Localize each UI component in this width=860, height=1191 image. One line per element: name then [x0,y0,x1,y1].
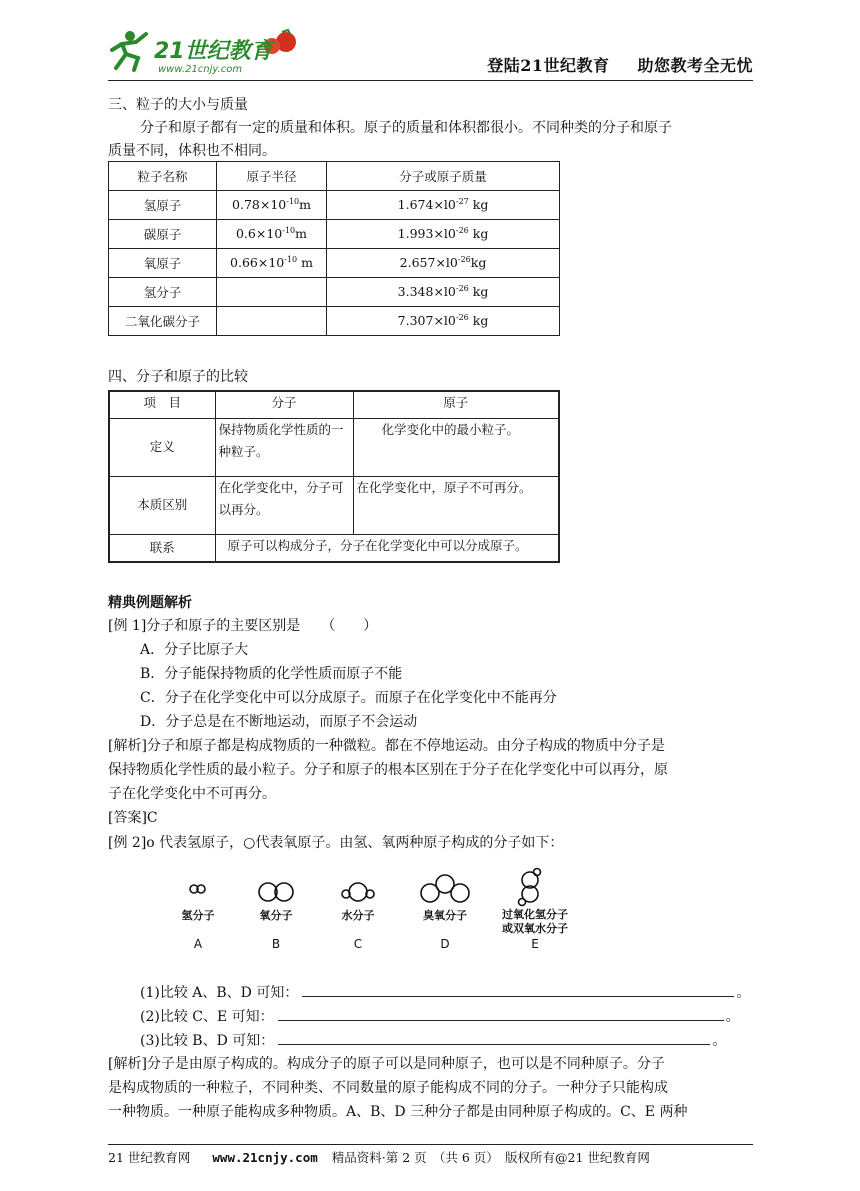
table-row [109,418,559,476]
table-row [109,278,560,307]
atom-radius: $0.78\times 10^{-10}m$ [217,191,327,220]
examples-heading: 精典例题解析 [108,595,192,611]
molecule-definition: 保持物质化学性质的一种粒子。 [215,418,353,476]
header-cell: 粒子名称 [109,162,217,191]
footer-url[interactable]: www.21cnjy.com [212,1150,318,1165]
table-row [109,307,560,336]
blank-question-1: (1)比较 A、B、D 可知： 。 [140,982,750,1003]
molecule-label: 水分子 [341,909,375,922]
page-footer [108,1144,753,1166]
section3-para-line1: 分子和原子都有一定的质量和体积。原子的质量和体积都很小。不同种类的分子和原子 [140,120,672,136]
logo-21cnjy [108,24,308,78]
particle-name: 氢分子 [109,278,217,307]
table-header-row [109,162,560,191]
header-cell: 分子或原子质量 [327,162,560,191]
atom-radius: $0.66\times 10^{-10}$ m [217,249,327,278]
atom-definition: 化学变化中的最小粒子。 [353,418,559,476]
molecule-essence: 在化学变化中，分子可以再分。 [215,476,353,534]
option-a: A．分子比原子大 [140,642,249,658]
header-cell: 原子 [353,391,559,418]
hydrogen-molecule-icon [190,885,205,893]
running-figure-icon [112,31,146,70]
answer-blank-2[interactable] [278,1006,724,1021]
molecule-letter: B [271,937,281,951]
oxygen-molecule-icon [259,883,293,901]
table-row [109,191,560,220]
example2-question: [例 2]o 代表氢原子，○代表氧原子。由氢、氧两种原子构成的分子如下： [108,835,564,851]
blank-question-3: (3)比较 B、D 可知： 。 [140,1030,726,1051]
example1-analysis-line3: 子在化学变化中不可再分。 [108,786,276,802]
header-cell: 分子 [215,391,353,418]
hydrogen-peroxide-molecule-icon [519,869,541,906]
svg-text:21世纪教育: 21世纪教育 [154,39,273,64]
section3-para-line2: 质量不同，体积也不相同。 [108,143,276,159]
ozone-molecule-icon [421,875,469,902]
table-row [109,249,560,278]
table-row [109,534,559,562]
section3-title: 三、粒子的大小与质量 [108,97,248,113]
molecule-label: 臭氧分子 [423,909,467,922]
particle-mass: $3.348\times l0^{-26}$ kg [327,278,560,307]
header-slogan: 登陆21世纪教育 助您教考全无忧 [487,56,753,75]
blank-question-2: (2)比较 C、E 可知： 。 [140,1006,740,1027]
molecule-atom-compare-table [108,390,560,563]
page-header [108,22,753,81]
example2-analysis-line3: 一种物质。一种原子能构成多种物质。A、B、D 三种分子都是由同种原子构成的。C、E 两种 [108,1104,688,1120]
molecule-letter: E [531,937,539,951]
option-b: B．分子能保持物质的化学性质而原子不能 [140,666,403,682]
table-header-row [109,391,559,418]
particle-name: 氢原子 [109,191,217,220]
header-cell: 原子半径 [217,162,327,191]
svg-text:www.21cnjy.com: www.21cnjy.com [158,64,243,75]
example2-analysis-line1: [解析]分子是由原子构成的。构成分子的原子可以是同种原子，也可以是不同种原子。分子 [108,1056,665,1072]
table-row [109,476,559,534]
atom-radius: $0.6\times 10^{-10}m$ [217,220,327,249]
molecule-letter: D [440,937,450,951]
example1-answer: [答案]C [108,810,158,826]
atom-essence: 在化学变化中，原子不可再分。 [353,476,559,534]
footer-info: 精品资料·第 2 页 （共 6 页） 版权所有@21 世纪教育网 [331,1150,650,1165]
option-c: C．分子在化学变化中可以分成原子。而原子在化学变化中不能再分 [140,690,557,706]
example1-analysis-line2: 保持物质化学性质的最小粒子。分子和原子的根本区别在于分子在化学变化中可以再分，原 [108,762,668,778]
molecule-diagrams [160,862,600,958]
example2-analysis-line2: 是构成物质的一种粒子，不同种类、不同数量的原子能构成不同的分子。一种分子只能构成 [108,1080,668,1096]
section4-title: 四、分子和原子的比较 [108,369,248,385]
example1-analysis-line1: [解析]分子和原子都是构成物质的一种微粒。都在不停地运动。由分子构成的物质中分子是 [108,738,665,754]
molecule-label: 氧分子 [259,909,293,922]
particle-mass: $2.657\times l0^{-26}kg$ [327,249,560,278]
molecule-letter: A [193,937,203,951]
particle-mass: $1.993\times l0^{-26}$ kg [327,220,560,249]
particle-mass: $7.307\times l0^{-26}$ kg [327,307,560,336]
molecule-label: 或双氧水分子 [502,922,568,935]
molecule-label: 氢分子 [181,909,215,922]
option-d: D．分子总是在不断地运动，而原子不会运动 [140,714,418,730]
particle-mass: $1.674\times l0^{-27}$ kg [327,191,560,220]
water-molecule-icon [342,883,374,901]
atom-radius [217,278,327,307]
answer-blank-1[interactable] [302,982,734,997]
table-row [109,220,560,249]
footer-site: 21 世纪教育网 [108,1150,191,1165]
molecule-letter: C [353,937,363,951]
row-label-definition: 定义 [109,418,215,476]
particle-name: 二氧化碳分子 [109,307,217,336]
example1-question: [例 1]分子和原子的主要区别是 （ ） [108,618,378,634]
relation-text: 原子可以构成分子，分子在化学变化中可以分成原子。 [215,534,559,562]
particle-name: 氧原子 [109,249,217,278]
particle-name: 碳原子 [109,220,217,249]
atom-radius [217,307,327,336]
answer-blank-3[interactable] [278,1030,710,1045]
molecule-label: 过氧化氢分子 [502,908,568,921]
header-cell: 项 目 [109,391,215,418]
particle-size-table [108,161,560,336]
row-label-relation: 联系 [109,534,215,562]
row-label-essence: 本质区别 [109,476,215,534]
